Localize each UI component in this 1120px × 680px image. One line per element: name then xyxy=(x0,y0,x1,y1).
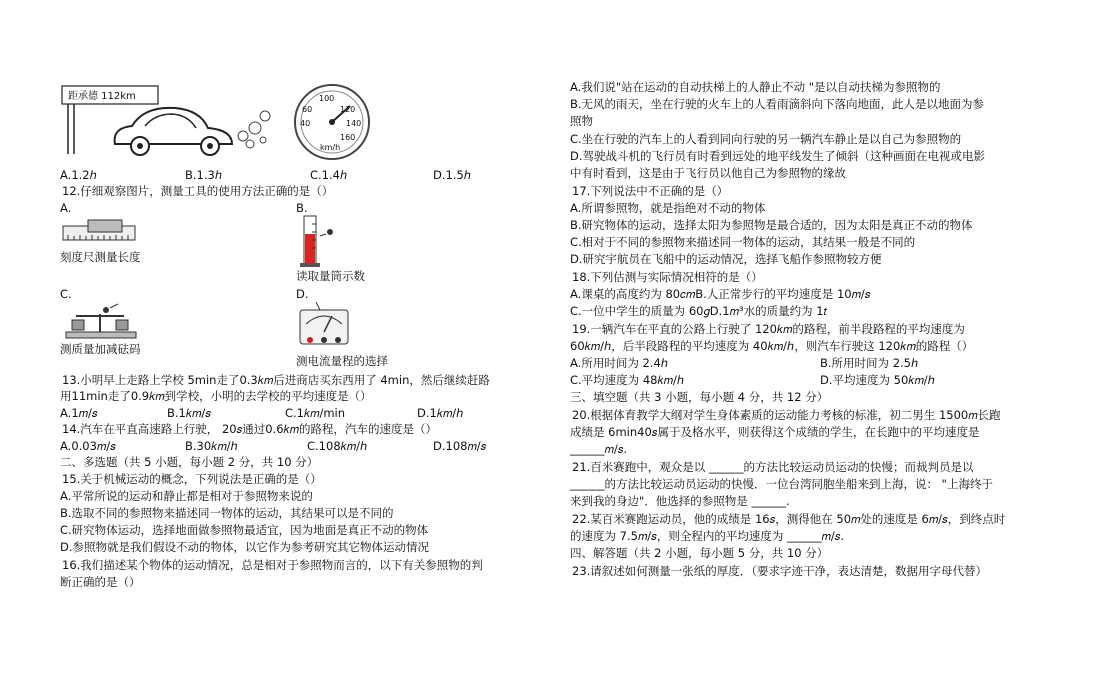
q12-option-c-label: C. xyxy=(60,287,72,301)
speedometer-figure xyxy=(292,82,372,164)
ruler-icon xyxy=(62,218,138,246)
car-figure xyxy=(60,84,280,164)
graduated-cylinder-icon xyxy=(296,214,346,268)
q12-option-b-label: B. xyxy=(296,201,308,215)
q20-line-2: 成绩是 6min40𝑠属于及格水平，则获得这个成绩的学生，在长跑中的平均速度是 xyxy=(570,425,980,439)
q15-text: 15.关于机械运动的概念，下列说法是正确的是（） xyxy=(62,472,322,486)
section-4-heading: 四、解答题（共 2 小题，每小题 5 分，共 10 分） xyxy=(570,546,829,560)
q16-line-1: 16.我们描述某个物体的运动情况，总是相对于参照物而言的，以下有关参照物的判 xyxy=(62,558,483,572)
q17-text: 17.下列说法中不正确的是（） xyxy=(572,184,729,198)
q14-option: A.0.03𝑚/𝑠 xyxy=(60,439,116,453)
q16-option-b-line-1: B.无风的雨天，坐在行驶的火车上的人看雨滴斜向下落向地面，此人是以地面为参 xyxy=(570,97,985,111)
speedo-tick: 140 xyxy=(346,119,362,128)
q11-options xyxy=(60,168,540,183)
q15-option-a: A.平常所说的运动和静止都是相对于参照物来说的 xyxy=(60,489,313,503)
q20-line-3: ______𝑚/𝑠. xyxy=(570,442,628,456)
q14-option: C.108𝑘𝑚/ℎ xyxy=(307,439,368,453)
q19-option-c: C.平均速度为 48𝑘𝑚/ℎ xyxy=(570,373,685,387)
q17-option-c: C.相对于不同的参照物来描述同一物体的运动，其结果一般是不同的 xyxy=(570,235,916,249)
q21-line-3: 来到我的身边"．他选择的参照物是 ______. xyxy=(570,494,790,508)
q22-line-1: 22.某百米赛跑运动员，他的成绩是 16𝑠，测得他在 50𝑚处的速度是 6𝑚/𝑠，到终点时 xyxy=(572,512,1006,526)
balance-image xyxy=(62,302,142,342)
q12-option-c-caption: 测质量加减砝码 xyxy=(60,342,141,356)
q16-option-b-line-2: 照物 xyxy=(570,114,593,128)
q16-option-c: C.坐在行驶的汽车上的人看到同向行驶的另一辆汽车静止是以自己为参照物的 xyxy=(570,132,962,146)
q18-options-ab: A.课桌的高度约为 80𝑐𝑚B.人正常步行的平均速度是 10𝑚/𝑠 xyxy=(570,287,871,301)
q12-option-b-caption: 读取量筒示数 xyxy=(296,269,365,283)
q12-option-d-caption: 测电流量程的选择 xyxy=(296,354,388,368)
speedo-tick: 40 xyxy=(300,119,311,128)
ammeter-icon xyxy=(296,300,352,350)
q19-option-d: D.平均速度为 50𝑘𝑚/ℎ xyxy=(820,373,935,387)
ruler-image xyxy=(62,218,138,246)
q12-option-a-label: A. xyxy=(60,201,72,215)
q14-option: B.30𝑘𝑚/ℎ xyxy=(185,439,238,453)
section-2-heading: 二、多选题（共 5 小题，每小题 2 分，共 10 分） xyxy=(60,455,319,469)
q14-options xyxy=(60,439,540,454)
q11-option: A.1.2ℎ xyxy=(60,168,97,182)
cylinder-image xyxy=(296,214,346,268)
speedo-tick: 60 xyxy=(302,105,313,114)
q19-option-a: A.所用时间为 2.4ℎ xyxy=(570,356,669,370)
q22-line-2: 的速度为 7.5𝑚/𝑠，则全程内的平均速度为 ______𝑚/𝑠. xyxy=(570,529,845,543)
q15-option-b: B.选取不同的参照物来描述同一物体的运动，其结果可以是不同的 xyxy=(60,506,394,520)
balance-scale-icon xyxy=(62,302,142,342)
q18-text: 18.下列估测与实际情况相符的是（） xyxy=(572,270,763,284)
q11-option: D.1.5ℎ xyxy=(433,168,472,182)
q13-options xyxy=(60,406,540,421)
ammeter-image xyxy=(296,300,352,350)
q11-option: C.1.4ℎ xyxy=(310,168,348,182)
q12-option-d-label: D. xyxy=(296,287,309,301)
q18-options-cd: C.一位中学生的质量为 60𝑔D.1𝑚³水的质量约为 1𝑡 xyxy=(570,304,828,318)
q16-option-d-line-1: D.驾驶战斗机的飞行员有时看到远处的地平线发生了倾斜（这种画面在电视或电影 xyxy=(570,149,986,163)
speedo-tick: 100 xyxy=(319,94,335,103)
q23-text: 23.请叙述如何测量一张纸的厚度．（要求字迹干净，表达清楚，数据用字母代替） xyxy=(572,564,988,578)
q16-option-a: A.我们说"站在运动的自动扶梯上的人静止不动 "是以自动扶梯为参照物的 xyxy=(570,80,941,94)
q13-option: A.1𝑚/𝑠 xyxy=(60,406,98,420)
q11-option: B.1.3ℎ xyxy=(185,168,223,182)
distance-sign-text: 距承德 112km xyxy=(68,91,136,102)
speedo-tick: 120 xyxy=(340,105,356,114)
q12-text: 12.仔细观察图片，测量工具的使用方法正确的是（） xyxy=(62,184,334,198)
q16-line-2: 断正确的是（） xyxy=(60,575,141,589)
q17-option-a: A.所谓参照物，就是指绝对不动的物体 xyxy=(570,201,766,215)
q20-line-1: 20.根据体育教学大纲对学生身体素质的运动能力考核的标准，初二男生 1500𝑚长跑 xyxy=(572,408,1001,422)
q21-line-2: ______的方法比较运动员运动的快慢．一位台湾同胞坐船来到上海，说： "上海终于 xyxy=(570,477,993,491)
q12-option-a-caption: 刻度尺测量长度 xyxy=(60,250,141,264)
q17-option-d: D.研究宇航员在飞船中的运动情况，选择飞船作参照物较方便 xyxy=(570,252,882,266)
q14-option: D.108𝑚/𝑠 xyxy=(433,439,487,453)
q13-line-1: 13.小明早上走路上学校 5min走了0.3𝑘𝑚后进商店买东西用了 4min，然后继续赶路 xyxy=(62,373,490,387)
q14-text: 14.汽车在平直高速路上行驶， 20𝑠通过0.6𝑘𝑚的路程，汽车的速度是（） xyxy=(62,422,438,436)
speedo-unit: km/h xyxy=(320,143,341,152)
q13-line-2: 用11min走了0.9𝑘𝑚到学校，小明的去学校的平均速度是（） xyxy=(60,389,372,403)
speedo-tick: 160 xyxy=(340,133,356,142)
q15-option-d: D.参照物就是我们假设不动的物体，以它作为参考研究其它物体运动情况 xyxy=(60,540,430,554)
q15-option-c: C.研究物体运动，选择地面做参照物最适宜，因为地面是真正不动的物体 xyxy=(60,523,429,537)
q19-option-b: B.所用时间为 2.5ℎ xyxy=(820,356,919,370)
q19-line-1: 19.一辆汽车在平直的公路上行驶了 120𝑘𝑚的路程，前半段路程的平均速度为 xyxy=(572,322,965,336)
section-3-heading: 三、填空题（共 3 小题，每小题 4 分，共 12 分） xyxy=(570,390,829,404)
q21-line-1: 21.百米赛跑中，观众是以 ______的方法比较运动员运动的快慢；而裁判员是以 xyxy=(572,460,974,474)
q13-option: C.1𝑘𝑚/min xyxy=(285,406,346,420)
q16-option-d-line-2: 中有时看到，这是由于飞行员以他自己为参照物的缘故 xyxy=(570,166,846,180)
q13-option: D.1𝑘𝑚/ℎ xyxy=(417,406,464,420)
q17-option-b: B.研究物体的运动，选择太阳为参照物是最合适的，因为太阳是真正不动的物体 xyxy=(570,218,973,232)
q19-line-2: 60𝑘𝑚/ℎ，后半段路程的平均速度为 40𝑘𝑚/ℎ，则汽车行驶这 120𝑘𝑚的路程（） xyxy=(570,339,974,353)
q13-option: B.1𝑘𝑚/𝑠 xyxy=(167,406,211,420)
